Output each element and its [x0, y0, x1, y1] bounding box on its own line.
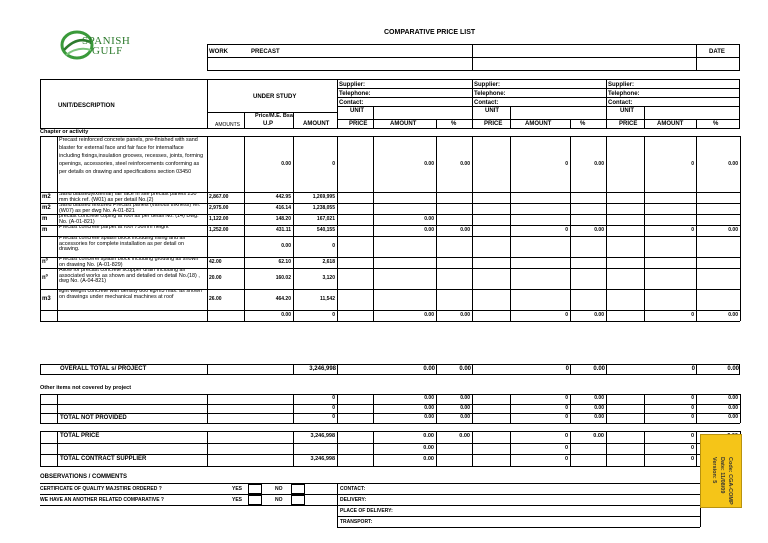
item-s1-pct: 0.00 [460, 312, 470, 318]
item-description: Precast concrete parpet at roof 750mm height [59, 225, 169, 230]
document-code-stamp [700, 434, 742, 508]
item-s1-pct: 0.00 [460, 227, 470, 233]
item-amount: 0 [332, 243, 335, 249]
other-s1-amount: 0.00 [424, 395, 434, 401]
amount1-label: AMOUNT [390, 121, 417, 127]
item-amount: 11,542 [319, 296, 335, 302]
item-up: 0.00 [281, 243, 291, 249]
unit-description-header: UNIT/DESCRIPTION [58, 103, 115, 109]
item-s3-pct: 0.00 [728, 160, 738, 167]
telephone2-label: Telephone: [474, 91, 506, 97]
item-s2-pct: 0.00 [594, 227, 604, 233]
total-contract-amount: 3,246,998 [310, 456, 335, 462]
other-amount: 0 [332, 414, 335, 420]
item-s2-amount: 0 [565, 160, 568, 167]
contact2-label: Contact: [474, 100, 499, 106]
item-unit: m3 [42, 296, 51, 302]
item-description: Precast concerel splash block including grouting as shown on drawing No. (A-01-829) [59, 257, 199, 268]
under-study-header: UNDER STUDY [253, 94, 297, 100]
supplier3-label: Supplier: [608, 82, 635, 88]
totals-table [40, 431, 740, 466]
other-s3-pct: 0.00 [728, 414, 738, 420]
logo-line1: SPANISH [82, 35, 131, 47]
item-qty: 26.00 [209, 296, 222, 302]
overall-s1-pct: 0.00 [459, 366, 471, 372]
item-unit: m [42, 216, 48, 222]
stamp-code: Code: CGA-COMP [727, 457, 733, 505]
item-unit: m [42, 227, 48, 233]
other-s2-pct: 0.00 [594, 395, 604, 401]
no-label-2: NO [275, 497, 283, 503]
item-up: 416.14 [275, 205, 291, 211]
work-label: WORK [209, 49, 228, 55]
item-description: precast concrete coping at roof as per detail No. (14) Dwg. No. (A-01-821) [59, 214, 199, 225]
unit-price1-label: UNIT [350, 108, 364, 114]
delivery-field-label: DELIVERY: [340, 497, 367, 503]
item-description: Sand blasted textured Precast panels (various thkness) ref. (W07) as per dwg No. A-01-821 [59, 203, 201, 214]
item-s2-pct: 0.00 [594, 312, 604, 318]
total-contract-label: TOTAL CONTRACT SUPPLIER [60, 456, 147, 462]
blank-row-s2-amount: 0 [564, 444, 568, 451]
item-s2-amount: 0 [565, 312, 568, 318]
item-up: 160.02 [275, 275, 291, 281]
other-s2-amount: 0 [565, 404, 568, 411]
item-qty: 1,122.00 [209, 216, 229, 222]
amount2-label: AMOUNT [525, 121, 552, 127]
item-unit: m2 [42, 205, 51, 211]
other-items-table [40, 394, 740, 423]
total-price-s2-amount: 0 [564, 433, 568, 439]
item-up: 62.10 [278, 259, 291, 265]
item-description: light weight concrete with density 800 kg/m3 max. as shown on drawings under mechanical machines at roof [59, 289, 202, 300]
item-up: 0.00 [281, 160, 291, 167]
contact-field-label: CONTACT: [340, 486, 366, 492]
telephone1-label: Telephone: [339, 91, 371, 97]
unit-price3-label: UNIT [620, 108, 634, 114]
amount3-label: AMOUNT [657, 121, 684, 127]
amounts-header: AMOUNTS [215, 122, 240, 128]
item-amount: 1,269,995 [312, 194, 335, 200]
telephone3-label: Telephone: [608, 91, 640, 97]
page-title: COMPARATIVE PRICE LIST [384, 29, 476, 36]
item-up: 464.20 [275, 296, 291, 302]
price-me-header: Price/M.E. Bsal [255, 113, 295, 119]
item-amount: 540,155 [316, 227, 335, 233]
no-checkbox-2[interactable] [291, 495, 305, 505]
total-price-s1-pct: 0.00 [459, 433, 470, 439]
overall-s3-amount: 0 [691, 366, 695, 372]
date-label: DATE [709, 49, 725, 55]
item-up: 431.11 [275, 227, 291, 233]
other-items-label: Other items not covered by project [40, 385, 132, 391]
item-amount: 167,021 [316, 216, 335, 222]
other-s2-pct: 0.00 [594, 414, 604, 420]
supplier1-label: Supplier: [339, 82, 366, 88]
total-contract-s2-amount: 0 [564, 456, 568, 462]
item-up: 0.00 [281, 312, 291, 318]
pct2-label: % [580, 121, 586, 127]
stamp-date: Date: 11/08/09 [719, 457, 725, 494]
item-description: Precast reinforced concrete panels, pre-finished with sand blaster for external face and fair face for internalface including fixings,insulation grooves, recesses, joints, forming openings, accessories, steel reinforcements conforming as per details on drawing and specifications section 03450 [59, 137, 204, 175]
other-s1-amount: 0.00 [424, 414, 434, 420]
yes-checkbox-1[interactable] [248, 484, 262, 494]
up-header: U.P [263, 121, 274, 127]
item-qty: 1,252.00 [209, 227, 229, 233]
item-description: Sand blasted(external) fair face in site precast panels 230 mm thick ref. (W01) as per detail No.(2) [59, 192, 197, 203]
item-s3-amount: 0 [691, 160, 694, 167]
price1-label: PRICE [349, 121, 368, 127]
item-qty: 42.00 [209, 259, 222, 265]
other-s1-pct: 0.00 [460, 404, 470, 411]
item-s3-amount: 0 [691, 312, 694, 318]
other-s3-pct: 0.00 [728, 395, 738, 401]
overall-s2-pct: 0.00 [593, 366, 605, 372]
unit-price2-label: UNIT [485, 108, 499, 114]
other-s3-amount: 0 [691, 414, 694, 420]
item-up: 442.95 [275, 194, 291, 200]
item-unit: nº [42, 259, 48, 265]
other-s2-pct: 0.00 [594, 404, 604, 411]
item-s1-amount: 0.00 [424, 160, 434, 167]
supplier2-label: Supplier: [474, 82, 501, 88]
pct3-label: % [713, 121, 719, 127]
item-unit: m2 [42, 194, 51, 200]
item-description: Allow for precast concrete scupper drain including all associated works as shown and detailed on detail No.(18) , dwg No. (A-04-821) [59, 268, 200, 284]
item-description: Precast concrete splash block including fixing and all accessories for complete installation as per detail on drawing. [59, 236, 185, 252]
place-of-delivery-label: PLACE OF DELIVERY: [340, 508, 393, 514]
item-qty: 2,867.00 [209, 194, 229, 200]
total-price-s3-amount: 0 [690, 433, 694, 439]
item-s1-pct: 0.00 [460, 160, 470, 167]
transport-label: TRANSPORT: [340, 519, 373, 525]
question-related: WE HAVE AN ANOTHER RELATED COMPARATIVE ? [40, 497, 164, 503]
price2-label: PRICE [484, 121, 503, 127]
other-s1-amount: 0.00 [424, 404, 434, 411]
item-amount: 0 [332, 160, 335, 167]
item-s1-amount: 0.00 [424, 227, 434, 233]
total-price-amount: 3,246,998 [310, 433, 335, 439]
blank-row-s1-amount: 0.00 [423, 444, 434, 451]
blank-row-s3-amount: 0 [690, 444, 694, 451]
yes-checkbox-2[interactable] [248, 495, 262, 505]
item-s3-pct: 0.00 [728, 312, 738, 318]
question-certificate: CERTIFICATE OF QUALITY MAJSTIRE ORDERED ? [40, 486, 162, 492]
price3-label: PRICE [619, 121, 638, 127]
total-price-s2-pct: 0.00 [593, 433, 604, 439]
total-not-provided-label: TOTAL NOT PROVIDED [60, 415, 127, 421]
total-price-s1-amount: 0.00 [423, 433, 434, 439]
item-unit: nº [42, 275, 48, 281]
total-contract-s3-amount: 0 [690, 456, 694, 462]
overall-total-amount: 3,246,998 [309, 366, 336, 372]
other-s2-amount: 0 [565, 414, 568, 420]
item-s3-pct: 0.00 [728, 227, 738, 233]
other-s1-pct: 0.00 [460, 395, 470, 401]
overall-s3-pct: 0.00 [727, 366, 739, 372]
items-table [40, 136, 740, 356]
no-checkbox-1[interactable] [291, 484, 305, 494]
item-amount: 2,618 [322, 259, 335, 265]
item-s2-pct: 0.00 [594, 160, 604, 167]
item-s3-amount: 0 [691, 227, 694, 233]
work-value: PRECAST [251, 49, 280, 55]
total-price-label: TOTAL PRICE [60, 433, 100, 439]
total-contract-s1-amount: 0.00 [423, 456, 434, 462]
item-s1-amount: 0.00 [424, 216, 434, 222]
item-qty: 2,975.00 [209, 205, 229, 211]
other-amount: 0 [332, 395, 335, 401]
other-s3-pct: 0.00 [728, 404, 738, 411]
company-logo [60, 26, 130, 64]
stamp-version: Version: 5 [711, 457, 717, 484]
item-up: 148.20 [275, 216, 291, 222]
other-amount: 0 [332, 404, 335, 411]
chapter-label: Chapter or activity [40, 129, 89, 135]
other-s3-amount: 0 [691, 404, 694, 411]
amount-header: AMOUNT [303, 121, 330, 127]
yes-label-1: YES [232, 486, 243, 492]
no-label-1: NO [275, 486, 283, 492]
overall-total-label: OVERALL TOTAL s/ PROJECT [60, 366, 147, 372]
overall-s1-amount: 0.00 [423, 366, 435, 372]
observations-title: OBSERVATIONS / COMMENTS [40, 474, 128, 480]
other-s1-pct: 0.00 [460, 414, 470, 420]
contact3-label: Contact: [608, 100, 633, 106]
contact1-label: Contact: [339, 100, 364, 106]
item-s1-amount: 0.00 [424, 312, 434, 318]
yes-label-2: YES [232, 497, 243, 503]
item-qty: 20.00 [209, 275, 222, 281]
other-s2-amount: 0 [565, 395, 568, 401]
logo-line2: GULF [92, 45, 123, 57]
item-s2-amount: 0 [565, 227, 568, 233]
overall-s2-amount: 0 [565, 366, 569, 372]
item-amount: 1,238,055 [312, 205, 335, 211]
pct1-label: % [451, 121, 457, 127]
other-s3-amount: 0 [691, 395, 694, 401]
item-amount: 3,120 [322, 275, 335, 281]
item-amount: 0 [332, 312, 335, 318]
